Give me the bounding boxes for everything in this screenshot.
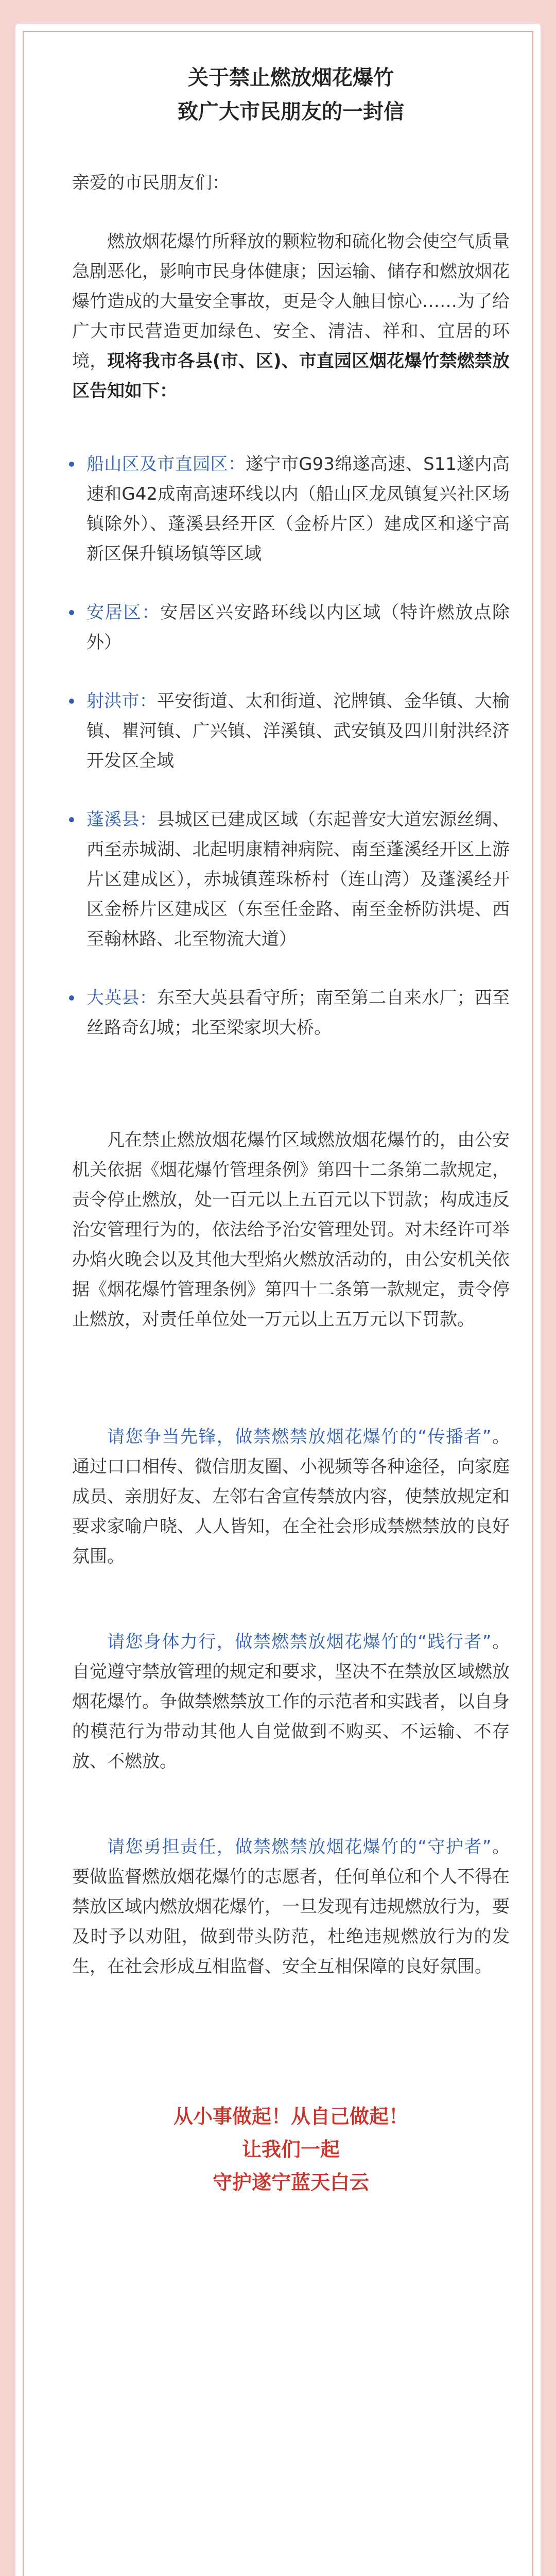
slogan-line-3: 守护遂宁蓝天白云 [212,2171,369,2194]
region-text: 东至大英县看守所；南至第二自来水厂；西至丝路奇幻城；北至梁家坝大桥。 [86,988,510,1038]
closing-slogan [72,2100,510,2199]
call-lead: 请您身体力行，做禁燃禁放烟花爆竹的 [107,1632,418,1652]
region-text: 安居区兴安路环线以内区域（特许燃放点除外） [86,602,510,653]
letter-border [23,31,533,2576]
call-paragraph-3 [72,1832,510,1981]
intro-bold-text: 现将我市各县(市、区)、市直园区烟花爆竹禁燃禁放区告知如下： [72,351,510,401]
call-lead: 请您争当先锋，做禁燃禁放烟花爆竹的 [107,1427,418,1447]
region-list [72,449,510,1043]
intro-text: 燃放烟花爆竹所释放的颗粒物和硫化物会使空气质量急剧恶化，影响市民身体健康；因运输、储存和燃放烟花爆竹造成的大量安全事故，更是令人触目惊心……为了给广大市民营造更加绿色、安全、清洁、祥和、宜居的环境， [72,231,510,371]
region-name: 蓬溪县： [86,809,158,830]
region-name: 大英县： [86,988,158,1008]
call-text: 。通过口口相传、微信朋友圈、小视频等各种途径，向家庭成员、亲朋好友、左邻右舍宣传禁放内容，使禁放规定和要求家喻户晓、人人皆知，在全社会形成禁燃禁放的良好氛围。 [72,1427,510,1567]
region-item-shehong [72,686,510,776]
call-role: “传播者” [418,1427,492,1447]
greeting: 亲爱的市民朋友们： [72,173,230,193]
region-item-daying [72,983,510,1043]
law-paragraph: 凡在禁止燃放烟花爆竹区域燃放烟花爆竹的，由公安机关依据《烟花爆竹管理条例》第四十二条第二款规定，责令停止燃放，处一百元以上五百元以下罚款；构成违反治安管理行为的，依法给予治安管理处罚。对未经许可举办焰火晚会以及其他大型焰火燃放活动的，由公安机关依据《烟花爆竹管理条例》第四十二条第一款规定，责令停止燃放，对责任单位处一万元以上五万元以下罚款。 [72,1130,510,1330]
bullet-icon [69,699,74,704]
call-role: “守护者” [418,1837,492,1857]
bullet-icon [69,995,74,1001]
letter-content [72,32,510,2199]
call-paragraph-2 [72,1627,510,1776]
region-item-anju [72,598,510,657]
slogan-line-1: 从小事做起！从自己做起！ [173,2105,408,2128]
region-name: 船山区及市直园区： [86,454,246,474]
call-lead: 请您勇担责任，做禁燃禁放烟花爆竹的 [107,1837,418,1857]
letter-card [15,24,541,2576]
bullet-icon [69,610,74,615]
call-paragraph-1 [72,1422,510,1571]
region-name: 安居区： [86,602,161,623]
region-item-pengxi [72,805,510,954]
call-role: “践行者” [418,1632,492,1652]
region-item-chuanshan [72,449,510,569]
bullet-icon [69,462,74,467]
intro-paragraph [72,227,510,406]
slogan-line-2: 让我们一起 [241,2138,340,2161]
call-text: 。要做监督燃放烟花爆竹的志愿者，任何单位和个人不得在禁放区域内燃放烟花爆竹，一旦发现有违规燃放行为，要及时予以劝阻，做到带头防范，杜绝违规燃放行为的发生，在社会形成互相监督、安全互相保障的良好氛围。 [72,1837,510,1977]
title-line-1: 关于禁止燃放烟花爆竹 [188,66,394,90]
region-name: 射洪市： [86,691,158,711]
call-text: 。自觉遵守禁放管理的规定和要求，坚决不在禁放区域燃放烟花爆竹。争做禁燃禁放工作的示范者和实践者，以自身的模范行为带动其他人自觉做到不购买、不运输、不存放、不燃放。 [72,1632,510,1772]
bullet-icon [69,817,74,822]
title-line-2: 致广大市民朋友的一封信 [178,100,404,124]
region-text: 县城区已建成区域（东起普安大道宏源丝绸、西至赤城湖、北起明康精神病院、南至蓬溪经开区上游片区建成区），赤城镇莲珠桥村（连山湾）及蓬溪经开区金桥片区建成区（东至任金路、南至金桥防洪堤、西至翰林路、北至物流大道） [86,809,510,950]
region-text: 平安街道、太和街道、沱牌镇、金华镇、大榆镇、瞿河镇、广兴镇、洋溪镇、武安镇及四川射洪经济开发区全域 [86,691,510,771]
region-text: 遂宁市G93绵遂高速、S11遂内高速和G42成南高速环线以内（船山区龙凤镇复兴社区场镇除外）、蓬溪县经开区（金桥片区）建成区和遂宁高新区保升镇场镇等区域 [86,454,510,564]
